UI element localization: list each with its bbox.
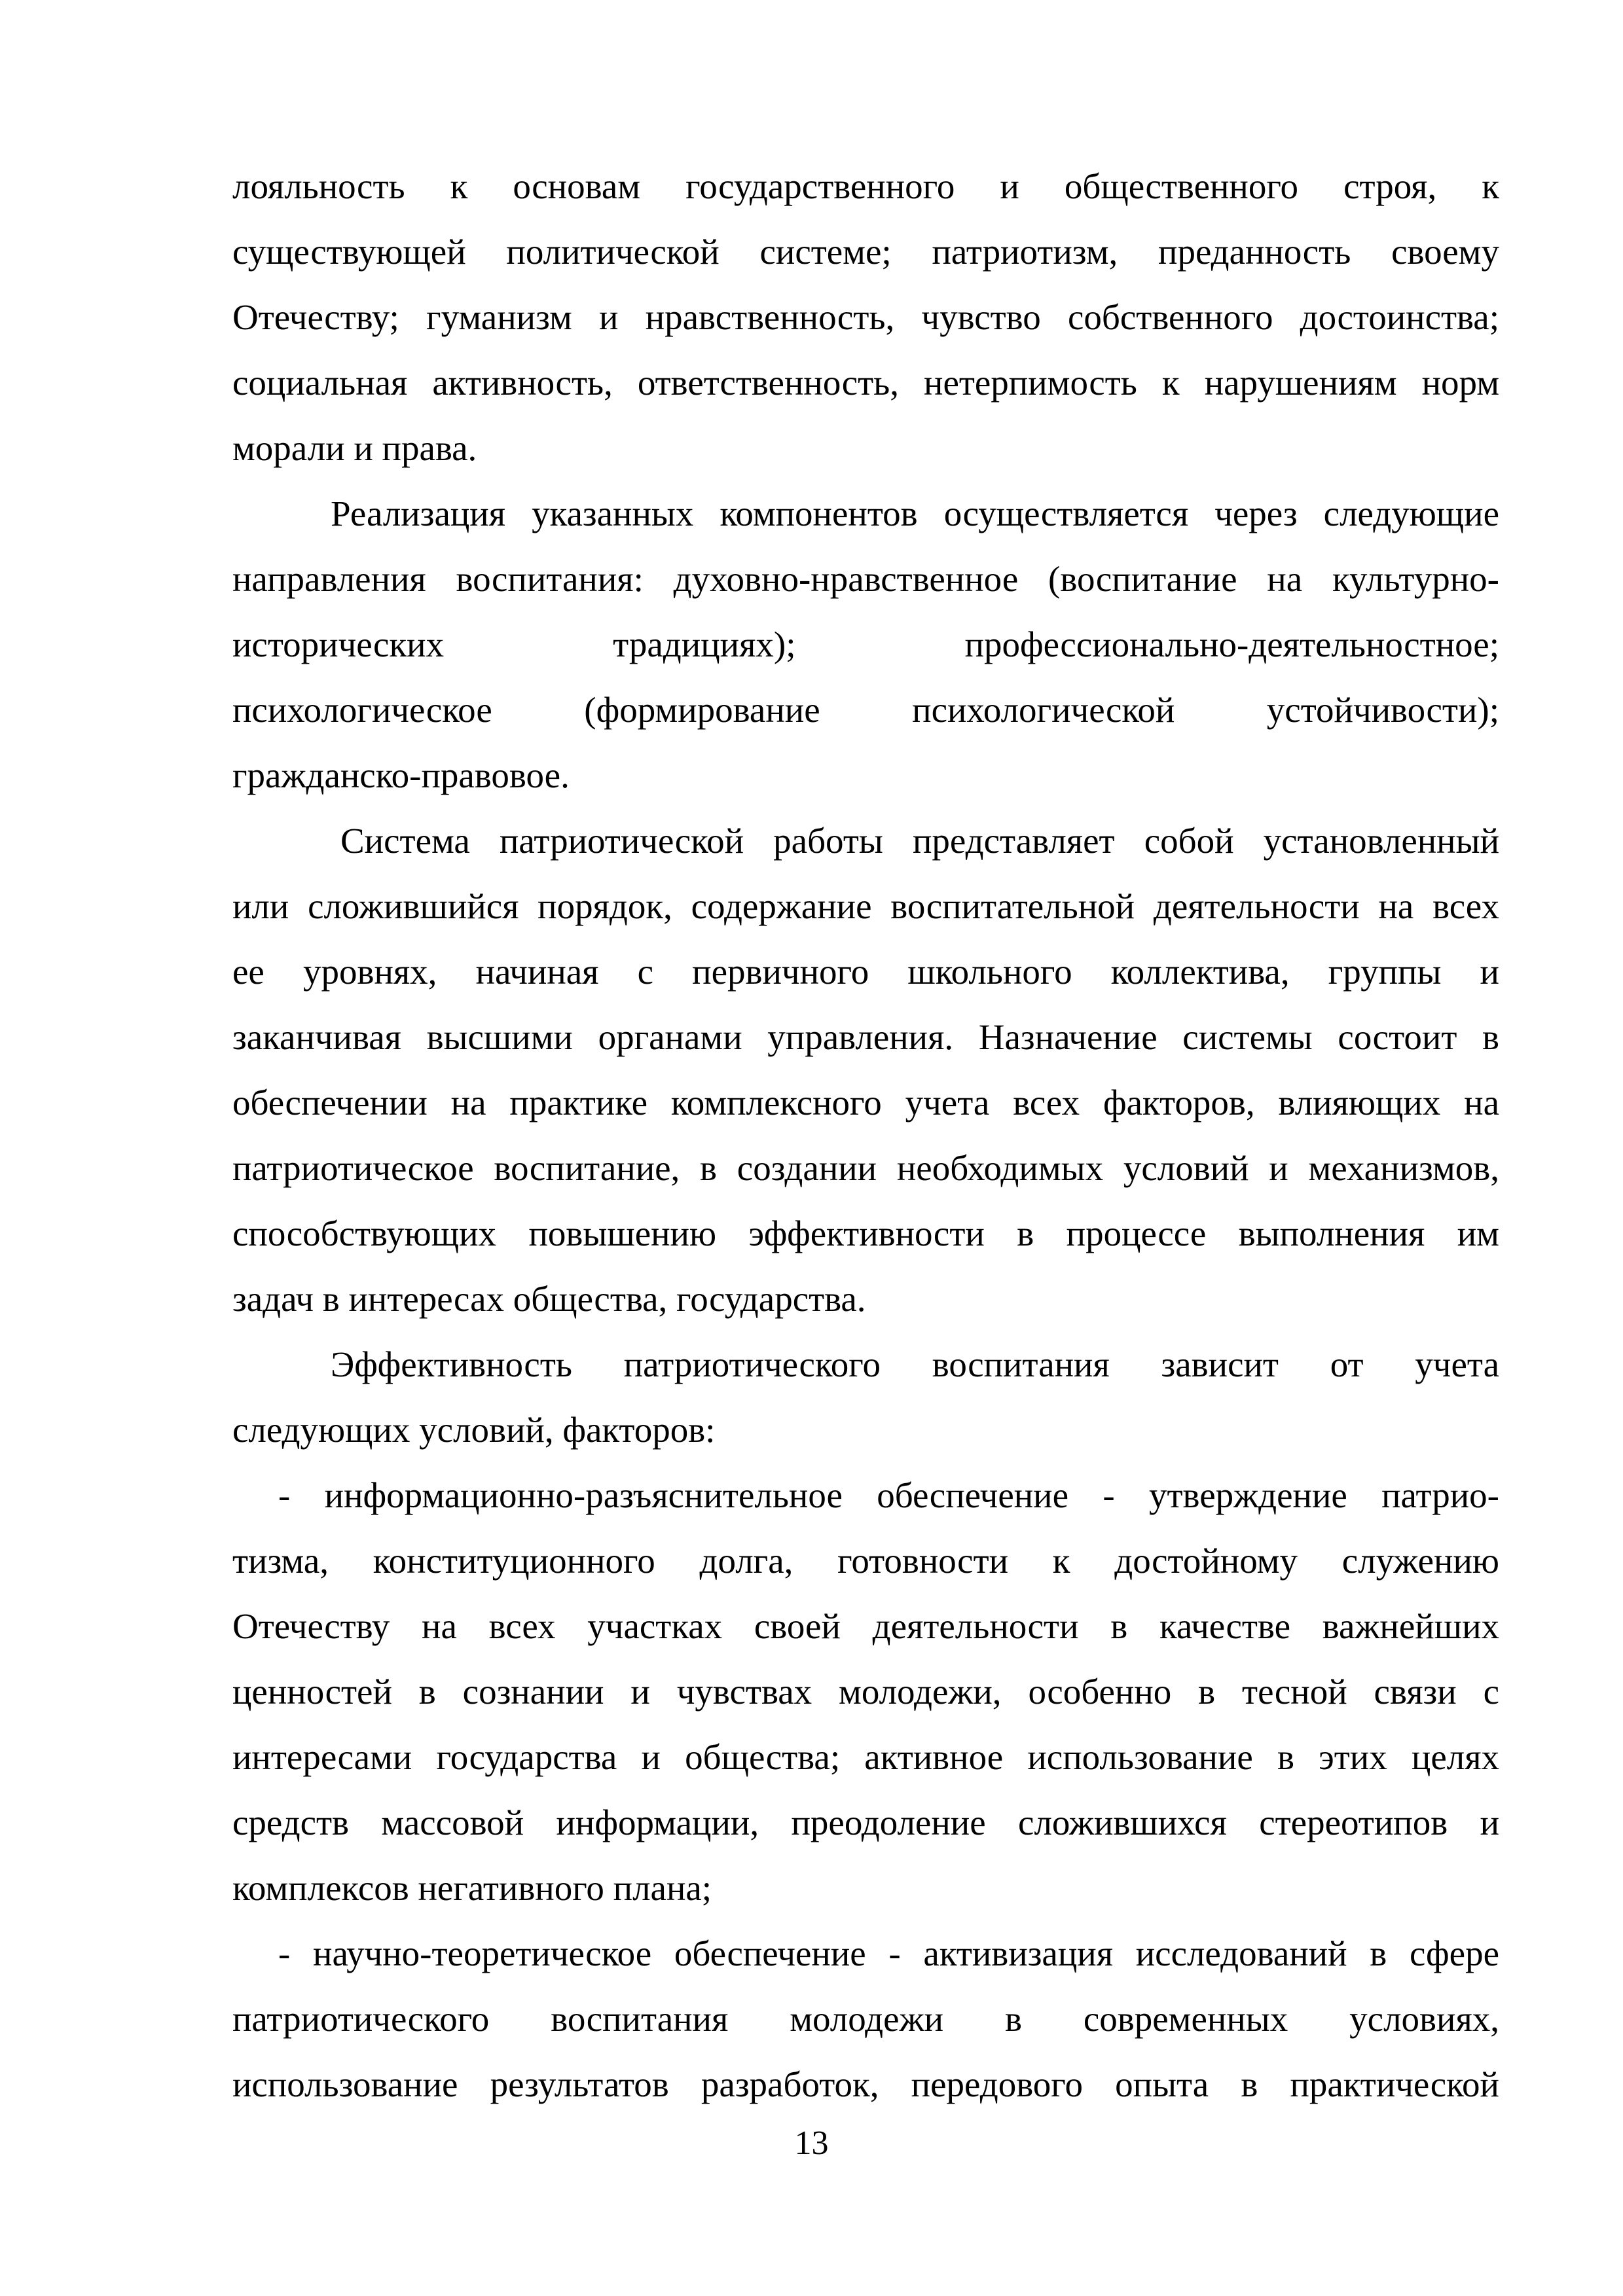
text-line: социальная активность, ответственность, нетерпимость к нарушениям норм	[232, 363, 1499, 403]
text-line: Система патриотической работы представляет собой установленный	[340, 821, 1499, 861]
text-line: гражданско-правовое.	[232, 755, 570, 795]
text-line: использование результатов разработок, передового опыта в практической	[232, 2064, 1499, 2104]
text-line: обеспечении на практике комплексного учета всех факторов, влияющих на	[232, 1083, 1499, 1122]
text-line: ее уровнях, начиная с первичного школьного коллектива, группы и	[232, 952, 1499, 992]
text-line: существующей политической системе; патриотизм, преданность своему	[232, 232, 1499, 272]
body-text	[232, 154, 1499, 2117]
text-line: задач в интересах общества, государства.	[232, 1279, 866, 1319]
text-line: психологическое (формирование психологической устойчивости);	[232, 690, 1499, 730]
text-line: интересами государства и общества; активное использование в этих целях	[232, 1737, 1499, 1777]
text-line: исторических традициях); профессионально-деятельностное;	[232, 624, 1499, 664]
list-item-line: - научно-теоретическое обеспечение - активизация исследований в сфере	[278, 1933, 1499, 1973]
text-line: патриотического воспитания молодежи в современных условиях,	[232, 1999, 1499, 2039]
page-number: 13	[794, 2125, 829, 2162]
text-line: Отечеству на всех участках своей деятельности в качестве важнейших	[232, 1606, 1499, 1646]
text-line: лояльность к основам государственного и общественного строя, к	[232, 166, 1499, 206]
text-line: Отечеству; гуманизм и нравственность, чувство собственного достоинства;	[232, 297, 1499, 337]
text-line: тизма, конституционного долга, готовности к достойному служению	[232, 1541, 1499, 1581]
text-line: морали и права.	[232, 428, 477, 468]
text-line: Эффективность патриотического воспитания зависит от учета	[331, 1344, 1499, 1384]
text-line: или сложившийся порядок, содержание воспитательной деятельности на всех	[232, 886, 1499, 926]
text-line: заканчивая высшими органами управления. Назначение системы состоит в	[232, 1017, 1499, 1057]
text-line: ценностей в сознании и чувствах молодежи, особенно в тесной связи с	[232, 1672, 1499, 1712]
text-line: патриотическое воспитание, в создании необходимых условий и механизмов,	[232, 1148, 1499, 1188]
text-line: следующих условий, факторов:	[232, 1410, 716, 1450]
text-line: средств массовой информации, преодоление сложившихся стереотипов и	[232, 1803, 1499, 1842]
text-line: способствующих повышению эффективности в процессе выполнения им	[232, 1213, 1499, 1253]
text-line: комплексов негативного плана;	[232, 1868, 712, 1908]
text-line: Реализация указанных компонентов осуществляется через следующие	[331, 493, 1499, 533]
list-item-line: - информационно-разъяснительное обеспечение - утверждение патрио-	[278, 1475, 1499, 1515]
text-line: направления воспитания: духовно-нравственное (воспитание на культурно-	[232, 559, 1499, 599]
